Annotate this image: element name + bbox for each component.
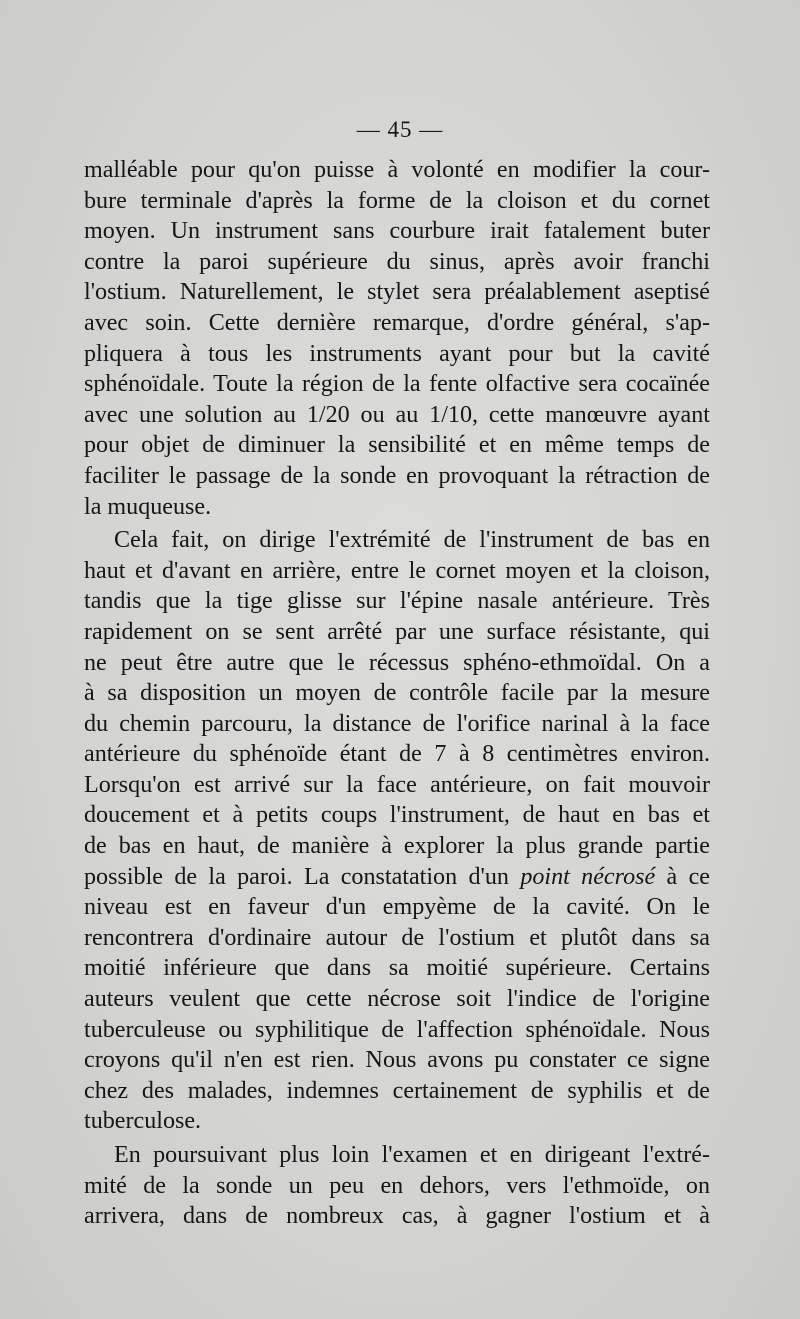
- text-line: antérieure du sphénoïde étant de 7 à 8 centimètres environ.: [84, 741, 710, 768]
- text-line: possible de la paroi. La constatation d'un point nécrosé à ce: [84, 863, 710, 890]
- text-line: contre la paroi supérieure du sinus, après avoir franchi: [84, 248, 710, 275]
- paragraph-start: Cela fait, on dirige l'extrémité de l'instrument de bas en: [114, 527, 710, 554]
- text-line: faciliter le passage de la sonde en provoquant la rétraction de: [84, 462, 710, 489]
- text-line: l'ostium. Naturellement, le stylet sera préalablement aseptisé: [84, 279, 710, 306]
- text-line: du chemin parcouru, la distance de l'orifice narinal à la face: [84, 710, 710, 737]
- text-line: tandis que la tige glisse sur l'épine nasale antérieure. Très: [84, 588, 710, 615]
- text-line: niveau est en faveur d'un empyème de la cavité. On le: [84, 894, 710, 921]
- text-line: auteurs veulent que cette nécrose soit l'indice de l'origine: [84, 986, 710, 1013]
- text-line: malléable pour qu'on puisse à volonté en modifier la cour-: [84, 157, 710, 183]
- text-line: haut et d'avant en arrière, entre le cornet moyen et la cloison,: [84, 557, 710, 584]
- body-text: [84, 155, 710, 1232]
- text-line: de bas en haut, de manière à explorer la plus grande partie: [84, 833, 710, 860]
- text-line: rapidement on se sent arrêté par une surface résistante, qui: [84, 618, 710, 645]
- paragraph-start: En poursuivant plus loin l'examen et en dirigeant l'extré-: [114, 1142, 710, 1168]
- page-number: — 45 —: [356, 117, 444, 142]
- text-line: arrivera, dans de nombreux cas, à gagner l'ostium et à: [84, 1203, 710, 1230]
- text-line: la muqueuse.: [84, 493, 212, 520]
- text-line: doucement et à petits coups l'instrument, de haut en bas et: [84, 802, 710, 829]
- text-line: moyen. Un instrument sans courbure irait fatalement buter: [84, 218, 710, 245]
- text-line: avec une solution au 1/20 ou au 1/10, cette manœuvre ayant: [84, 401, 710, 428]
- text-line: tuberculose.: [84, 1108, 202, 1135]
- text-line: ne peut être autre que le récessus sphéno-ethmoïdal. On a: [84, 649, 710, 676]
- text-line: croyons qu'il n'en est rien. Nous avons pu constater ce signe: [84, 1047, 710, 1074]
- text-line: moitié inférieure que dans sa moitié supérieure. Certains: [84, 955, 710, 982]
- text-line: avec soin. Cette dernière remarque, d'ordre général, s'ap-: [84, 309, 710, 336]
- text-line: chez des malades, indemnes certainement de syphilis et de: [84, 1077, 710, 1104]
- text-line: à sa disposition un moyen de contrôle facile par la mesure: [84, 680, 710, 707]
- text-line: mité de la sonde un peu en dehors, vers l'ethmoïde, on: [84, 1172, 710, 1199]
- text-line: bure terminale d'après la forme de la cloison et du cornet: [84, 187, 710, 214]
- text-line: tuberculeuse ou syphilitique de l'affection sphénoïdale. Nous: [84, 1016, 710, 1043]
- text-line: sphénoïdale. Toute la région de la fente olfactive sera cocaïnée: [84, 371, 710, 398]
- text-line: pliquera à tous les instruments ayant pour but la cavité: [84, 340, 710, 367]
- text-line: rencontrera d'ordinaire autour de l'ostium et plutôt dans sa: [84, 924, 710, 951]
- italic-phrase: point nécrosé: [520, 863, 656, 890]
- text-line: pour objet de diminuer la sensibilité et en même temps de: [84, 432, 710, 459]
- text-line: Lorsqu'on est arrivé sur la face antérieure, on fait mouvoir: [84, 771, 710, 798]
